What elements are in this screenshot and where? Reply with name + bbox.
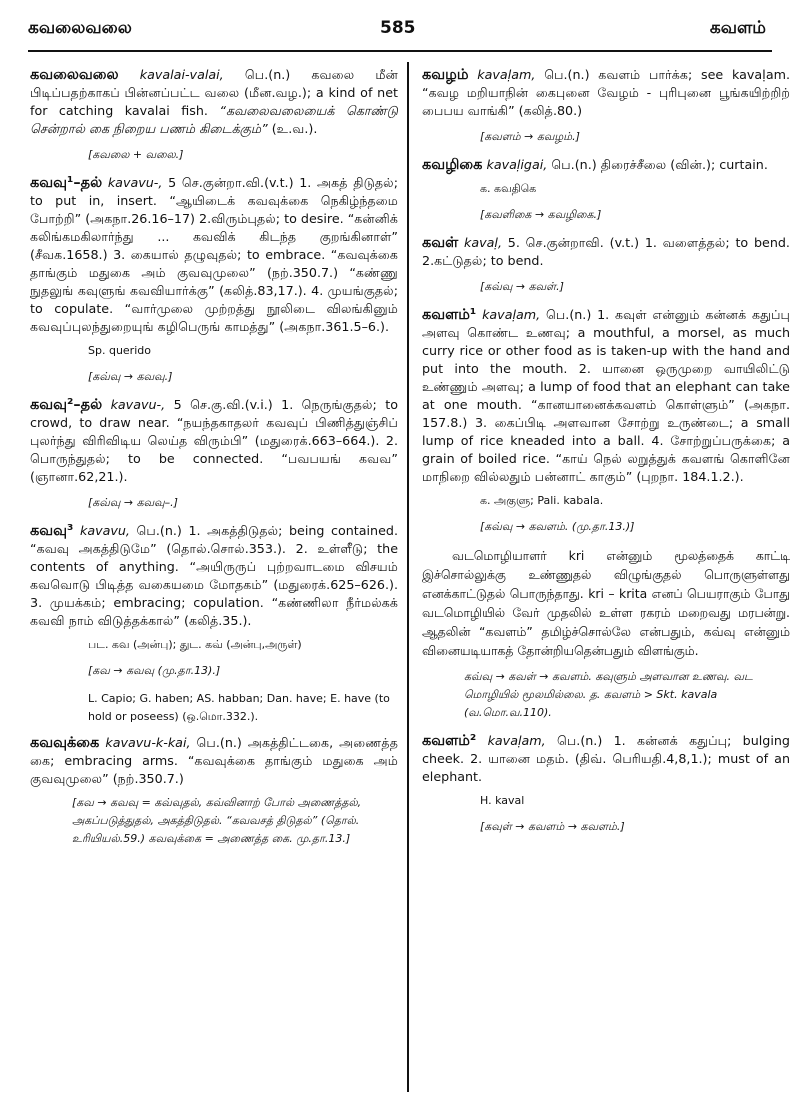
transliteration: kavaḷam, [477, 67, 536, 82]
cognate: க. அகுளு; Pali. kabala. [480, 494, 604, 507]
transliteration: kavalai-valai, [139, 67, 224, 82]
quotation: “கவலைவலையைக் கொண்டு சென்றால் கை நிறைய பணம் கிடைக்கும்” [30, 103, 398, 136]
transliteration: kavaḷam, [482, 307, 541, 322]
header-left-guide-word: கவலைவலை [28, 18, 132, 38]
entry-kavalaivalai [30, 66, 398, 138]
definition: பெ.(n.) கவலை மீன் பிடிப்பதற்காகப் பின்னப்பட்ட வலை (மீன.வழ.); a kind of net for catching kavalai fish. [30, 67, 398, 118]
definition: பெ.(n.) 1. கன்னக் கதுப்பு; bulging cheek. 2. யானை மதம். (திவ். பெரியதி.4,8,1.); must of an elephant. [422, 733, 790, 784]
headword: கவளம்² [422, 733, 477, 749]
transliteration: kavaḷam, [487, 733, 546, 748]
etymology: [கவ்வு → கவள்.] [480, 280, 564, 293]
page-header [0, 0, 800, 52]
transliteration: kavavu-, [107, 175, 163, 190]
right-column [422, 66, 790, 846]
etymology: [கவ்வு → கவவு–.] [88, 496, 178, 509]
source: (உ.வ.). [271, 121, 318, 136]
cognate: பட. கவ (அன்பு); துட. கவ் (அன்பு,அருள்) [88, 638, 302, 651]
language-comparisons: L. Capio; G. haben; AS. habban; Dan. have; E. have (to hold or poseess) (ஒ.மொ.332.). [88, 692, 390, 723]
headword: கவவுக்கை [30, 735, 100, 751]
etymology: [கவளம் → கவழம்.] [480, 130, 580, 143]
headword: கவழிகை [422, 157, 483, 173]
entry-kavavukkai [30, 734, 398, 788]
definition: 5 செ.கு.வி.(v.i.) 1. நெருங்குதல்; to crowd, to draw near. “நயந்தகாதலர் கவவுப் பிணித்துஞ்சிப் புலர்ந்து விரிவிடிய லெய்த விரும்பி” (மதுரைக்.663–664.). 2. பொருந்துதல்; to be connected. “பவபயங் கவவ” (ஞானா.62,21.). [30, 397, 398, 484]
entry-kavavu-2 [30, 396, 398, 486]
headword: கவவு¹–தல் [30, 175, 103, 191]
definition: பெ.(n.) 1. கவுள் என்னும் கன்னக் கதுப்பு அளவு கொண்ட உணவு; a mouthful, a morsel, as much curry rice or other food as is taken-up with the hand and put into the mouth. 2. யானை ஒருமுறை வாயிலிட்டு உண்ணும் அளவு; a lump of food that an elephant can take at one mouth. “கானயானைக்கவளம் கொள்ளும்” (அகநா. 157.8.) 3. கைப்பிடி அளவான சோற்று உருண்டை; a small lump of rice kneaded into a ball. 4. சோற்றுப்பருக்கை; a grain of boiled rice. “காய் நெல் லறுத்துக் கவளங் கொளினே மாநிறை வில்லதும் பன்னாட் காகும்” (புறநா. 184.1.2.). [422, 307, 790, 484]
column-divider [407, 62, 409, 1092]
definition: பெ.(n.) 1. அகத்திடுதல்; being contained. “கவவு அகத்திடுமே” (தொல்.சொல்.353.). 2. உள்ளீடு; the contents of anything. “அயிருருப் புற்றவாடமை விசயம் கவவொடு பிடித்த வகையமை மோதகம்” (மதுரைக்.625–626.). 3. முயக்கம்; embracing; copulation. “கண்ணிலா நீர்மல்கக் கவவி நாம் விடுத்தக்கால்” (கலித்.35.). [30, 523, 398, 628]
definition: பெ.(n.) கவளம் பார்க்க; see kavaḷam. “கவழ மறியாநின் கைபுனை வேழம் - புரிபுனை பூங்கயிற்றிற் பைபய வாங்கி” (கலித்.80.) [422, 67, 790, 118]
etymology: [கவ்வு → கவவு.] [88, 370, 173, 383]
transliteration: kavavu-k-kai, [105, 735, 191, 750]
cognate: க. கவதிகெ [480, 182, 537, 195]
left-column [30, 66, 398, 858]
entry-kavalam-2 [422, 732, 790, 786]
entry-kavavu-1 [30, 174, 398, 336]
etymology: [கவ்வு → கவளம். (மு.தா.13.)] [480, 520, 635, 533]
headword: கவளம்¹ [422, 307, 477, 323]
transliteration: kavavu, [79, 523, 130, 538]
etymology: [கவ → கவவு (மு.தா.13).] [88, 664, 221, 677]
definition: பெ.(n.) அகத்திட்டகை, அணைத்த கை; embracing arms. “கவவுக்கை தாங்கும் மதுகை அம் குவவுமுலை” (நற்.350.7.) [30, 735, 398, 786]
transliteration: kavaḷ, [464, 235, 502, 250]
definition: பெ.(n.) திரைச்சீலை (வின்.); curtain. [551, 157, 768, 172]
entry-kavalam-1 [422, 306, 790, 486]
entry-kavavu-3 [30, 522, 398, 630]
transliteration: kavavu-, [110, 397, 166, 412]
headword: கவவு³ [30, 523, 74, 539]
page-number: 585 [380, 18, 416, 38]
headword: கவவு²–தல் [30, 397, 103, 413]
etymology: [கவலை + வலை.] [88, 148, 184, 161]
headword: கவள் [422, 235, 459, 251]
etymology: [கவளிகை → கவழிகை.] [480, 208, 602, 221]
entry-kaval [422, 234, 790, 270]
entry-kavazham [422, 66, 790, 120]
headword: கவலைவலை [30, 67, 119, 83]
etymology: [கவ → கவவு = கவ்வுதல், கவ்வினாற் போல் அணைத்தல், அகப்படுத்துதல், அகத்திடுதல். “கவவசத் திடுதல்” (தொல். உரியியல்.59.) கவவுக்கை = அணைத்த கை. மு.தா.13.] [72, 796, 362, 845]
cognate: H. kaval [480, 794, 525, 807]
footnote: கவ்வு → கவள் → கவளம். கவுளும் அளவான உணவு. வட மொழியில் மூலமில்லை. த. கவளம் > Skt. kavala (வ.மொ.வ.110). [464, 670, 753, 719]
transliteration: kavaḷigai, [486, 157, 548, 172]
entry-kavazhigai [422, 156, 790, 174]
usage-note: வடமொழியாளர் kri என்னும் மூலத்தைக் காட்டி இச்சொல்லுக்கு உண்ணுதல் விழுங்குதல் பொருளுள்ளது எனக்காட்டுதல் பொருந்தாது. kri – krita எனப் பெயராகும் போது வடமொழியில் வேர் முதலில் உள்ள ரகரம் மறைவது மரபன்று. ஆதலின் “கவளம்” தமிழ்ச்சொல்லே என்பதும், கவ்வு என்னும் வினையடியாகத் தோன்றியதென்பதும் விளங்கும். [422, 548, 790, 658]
cognate: Sp. querido [88, 344, 151, 357]
header-right-guide-word: கவளம் [709, 18, 766, 38]
header-rule [28, 50, 772, 52]
definition: 5 செ.குன்றா.வி.(v.t.) 1. அகத் திடுதல்; to put in, insert. “ஆயிடைக் கவவுக்கை நெகிழ்ந்தமை போற்றி” (அகநா.26.16–17) 2.விரும்புதல்; to desire. “கன்னிக் கலிங்கமகிலார்ந்து ... கவவிக் கிடந்த குறங்கினாள்” (சீவக.1658.) 3. கையால் தழுவுதல்; to embrace. “கவவுக்கை தாங்கும் மதுகை அம் குவவுமுலை” (நற்.350.7.) “கண்ணு நுதலுங் கவுளுங் கவவியார்க்கு” (கலித்.83,17.). 4. முயங்குதல்; to copulate. “வார்முலை முற்றத்து நூலிடை விலங்கினும் கவவுப்புலந்துறையுங் கழிபெருங் காமத்து” (அகநா.361.5–6.). [30, 175, 398, 334]
etymology: [கவுள் → கவளம் → கவளம்.] [480, 820, 625, 833]
definition: 5. செ.குன்றாவி. (v.t.) 1. வளைத்தல்; to bend. 2.கட்டுதல்; to bend. [422, 235, 790, 268]
headword: கவழம் [422, 67, 469, 83]
